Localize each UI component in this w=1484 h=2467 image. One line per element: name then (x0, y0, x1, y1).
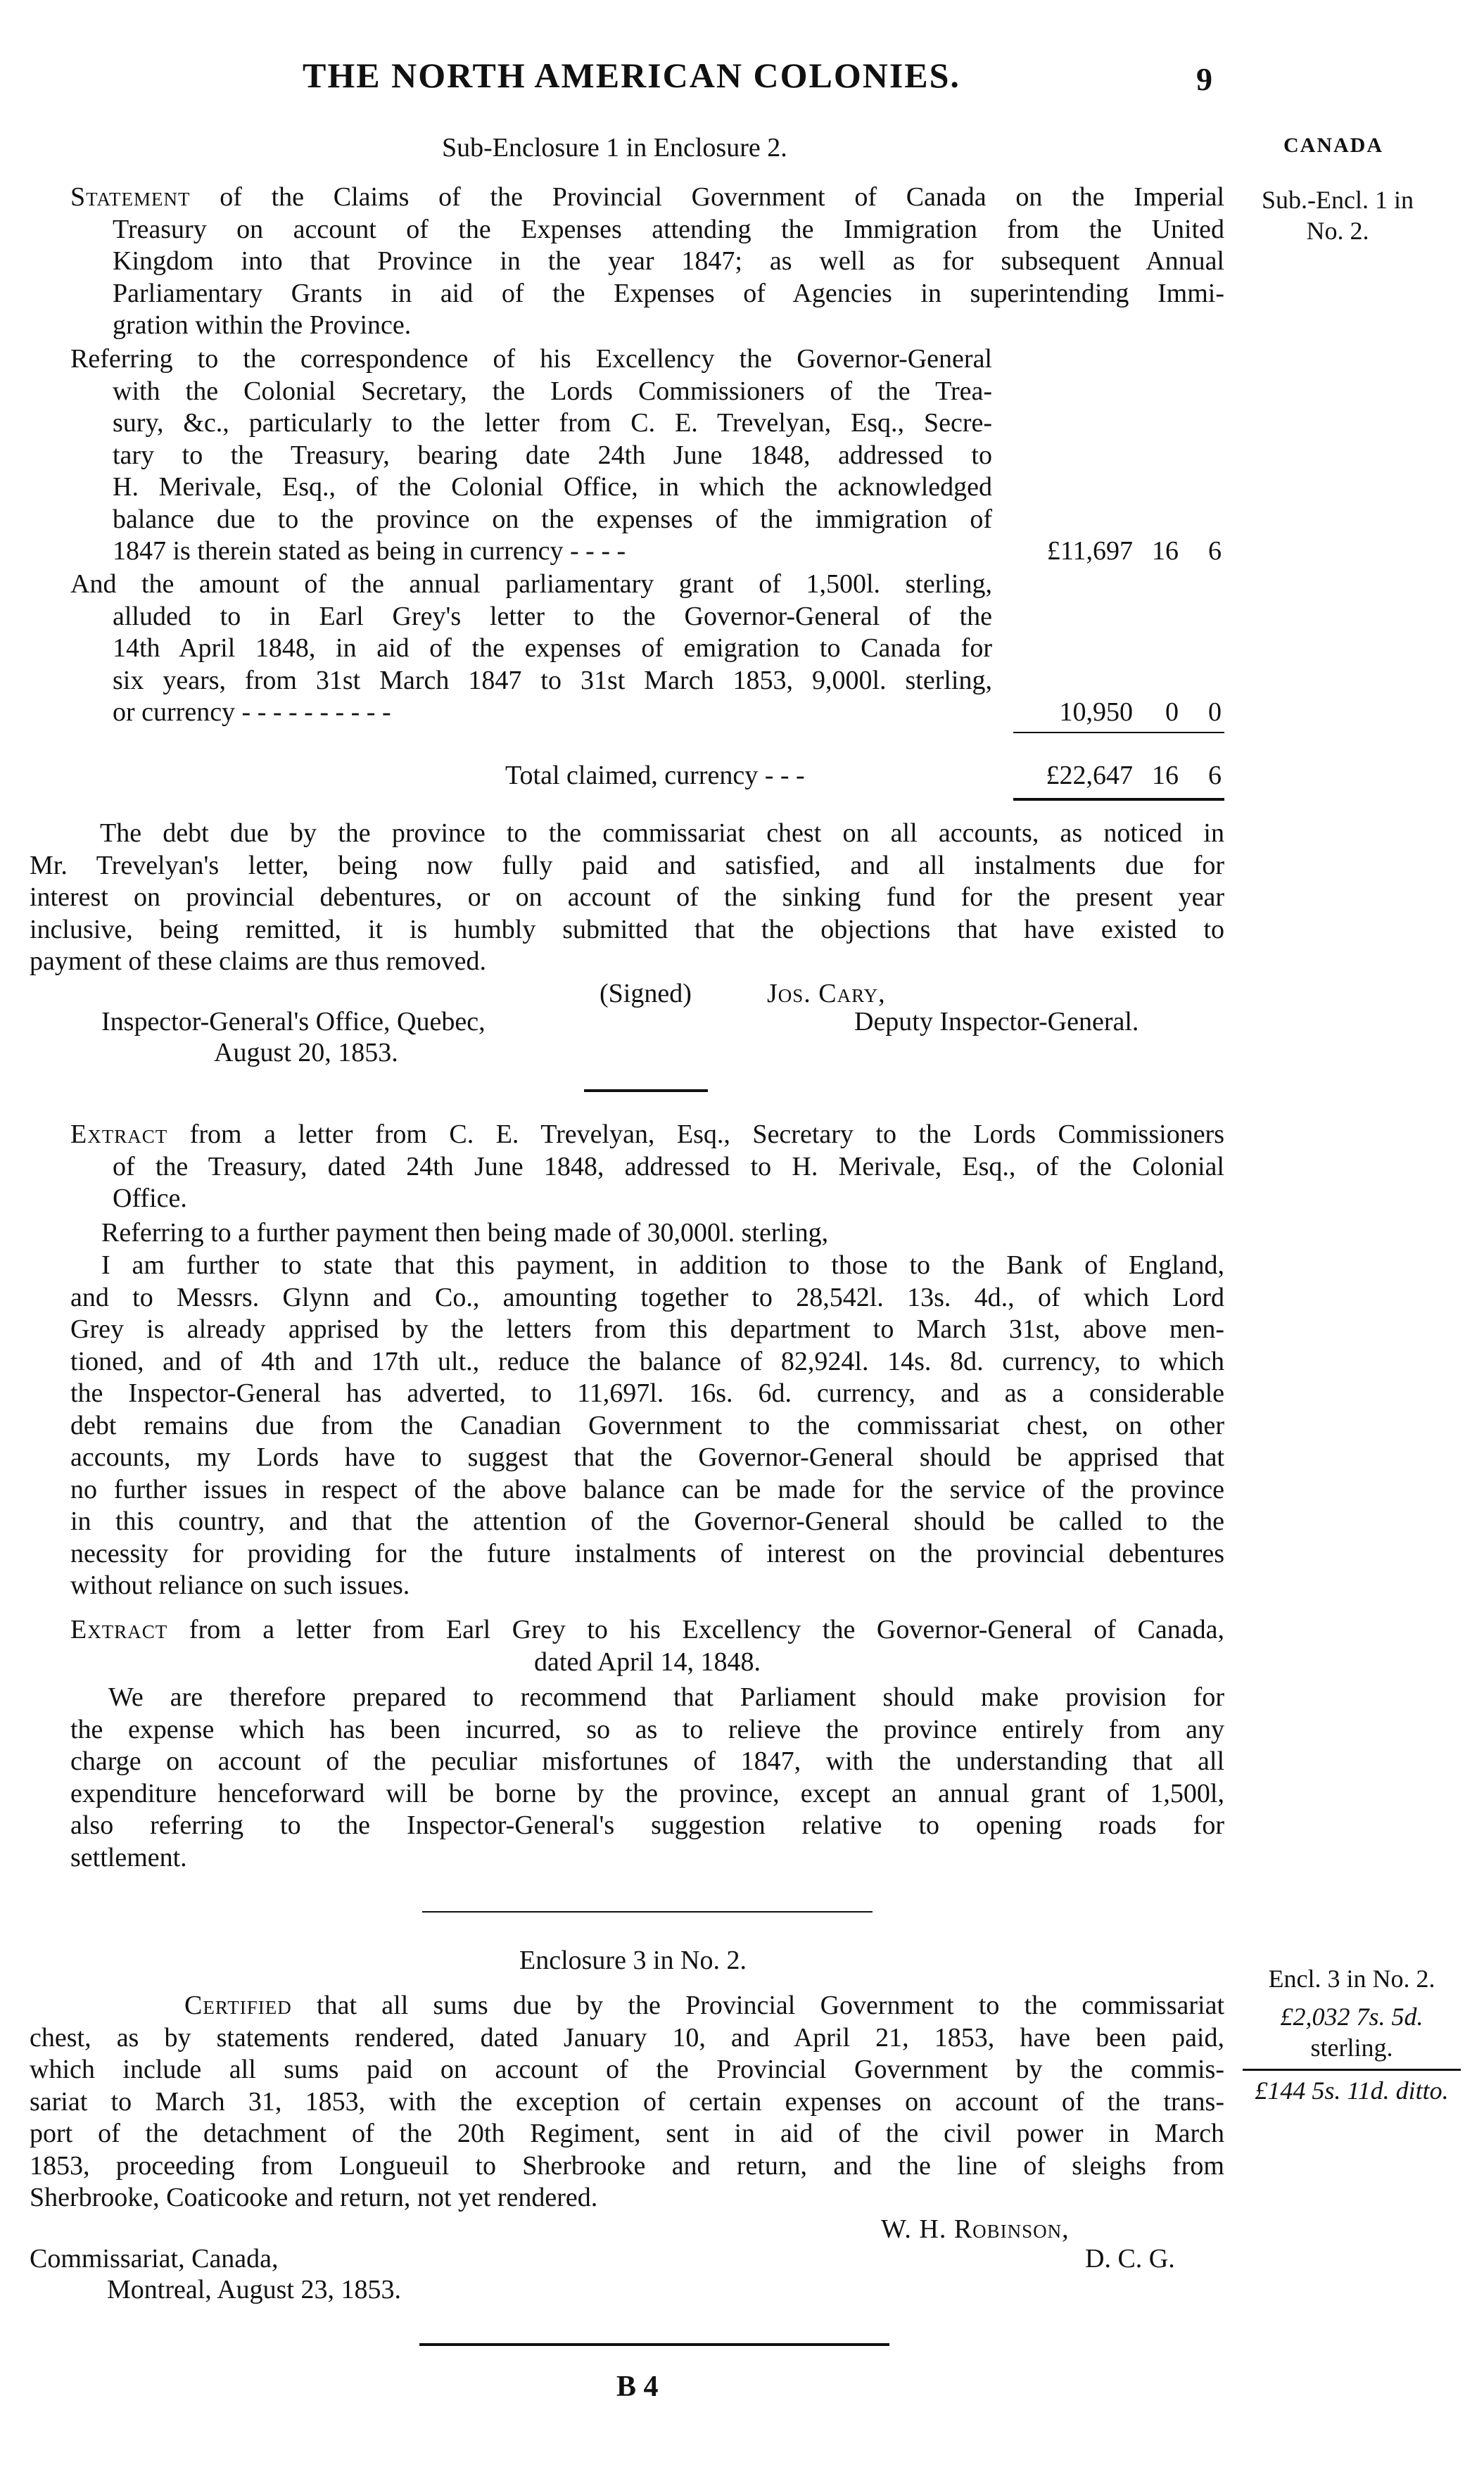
text-line: 1847 is therein stated as being in currency - - - - (113, 536, 626, 566)
text-line: 14th April 1848, in aid of the expenses of emigration to Canada for (113, 633, 992, 663)
text-line: Kingdom into that Province in the year 1847; as well as for subsequent Annual (113, 246, 1224, 276)
signatory-title: D. C. G. (1085, 2244, 1175, 2273)
margin-note-amount-1-unit: sterling. (1310, 2034, 1393, 2062)
total-pence: 6 (1208, 761, 1222, 790)
text-line: no further issues in respect of the above balance can be made for the service of the province (70, 1474, 1224, 1504)
certified-paragraph (30, 1990, 1224, 2214)
signature-mark: B 4 (616, 2371, 659, 2403)
text-line: Referring to the correspondence of his Excellency the Governor-General (70, 344, 992, 374)
signed-note: (Signed) (600, 979, 692, 1008)
text-line: sariat to March 31, 1853, with the exception of certain expenses on account of the trans- (30, 2086, 1224, 2117)
extract-trevelyan-heading (70, 1119, 1224, 1215)
page-number: 9 (1196, 61, 1212, 97)
text-line: debt remains due from the Canadian Government to the commissariat chest, on other (70, 1410, 1224, 1440)
text-line: sury, &c., particularly to the letter from C. E. Trevelyan, Esq., Secre- (113, 408, 992, 438)
margin-note-line: No. 2. (1306, 217, 1369, 245)
debt-paragraph (30, 818, 1224, 978)
text-line: without reliance on such issues. (70, 1571, 410, 1600)
footer-rule (419, 2343, 889, 2346)
text-line: with the Colonial Secretary, the Lords Commissioners of the Trea- (113, 376, 992, 406)
item-1-shillings: 16 (1152, 536, 1179, 566)
signatory-name: W. H. Robinson, (881, 2214, 1070, 2244)
text-line: of the Treasury, dated 24th June 1848, addressed to H. Merivale, Esq., of the Colonial (113, 1151, 1224, 1181)
signatory-office: Commissariat, Canada, (30, 2244, 279, 2273)
text-line: which include all sums paid on account of the Provincial Government by the commis- (30, 2055, 1224, 2084)
total-shillings: 16 (1152, 761, 1179, 790)
extract-trevelyan-body (70, 1250, 1224, 1602)
text-line: from a letter from C. E. Trevelyan, Esq., Secretary to the Lords Commissioners (189, 1120, 1224, 1149)
running-title: THE NORTH AMERICAN COLONIES. (303, 56, 960, 95)
text-line: balance due to the province on the expenses of the immigration of (113, 504, 992, 534)
enclosure-3-heading: Enclosure 3 in No. 2. (519, 1946, 747, 1975)
certified-lead: Certified (184, 1991, 292, 2020)
text-line: Office. (113, 1184, 187, 1213)
extract-lead: Extract (70, 1615, 168, 1644)
statement-lead: Statement (70, 182, 191, 212)
claim-item-2 (70, 569, 992, 729)
text-line: I am further to state that this payment, in addition to those to the Bank of England, (101, 1250, 1224, 1280)
text-line: We are therefore prepared to recommend that Parliament should make provision for (108, 1682, 1224, 1712)
signature-date: August 20, 1853. (214, 1038, 398, 1067)
sub-enclosure-heading: Sub-Enclosure 1 in Enclosure 2. (442, 133, 787, 163)
text-line: that all sums due by the Provincial Government to the commissariat (317, 1991, 1225, 2020)
item-2-pounds: 10,950 (1059, 697, 1133, 727)
text-line: gration within the Province. (113, 310, 412, 340)
text-line: expenditure henceforward will be borne by the province, except an annual grant of 1,500l, (70, 1778, 1224, 1808)
extract-grey-heading (70, 1614, 1224, 1678)
extract-trevelyan-intro: Referring to a further payment then being made of 30,000l. sterling, (101, 1218, 829, 1248)
total-double-rule (1013, 798, 1224, 801)
item-2-pence: 0 (1208, 697, 1222, 727)
text-line: accounts, my Lords have to suggest that the Governor-General should be apprised that (70, 1442, 1224, 1472)
text-line: 1853, proceeding from Longueuil to Sherbrooke and return, and the line of sleighs from (30, 2150, 1224, 2181)
margin-note-encl-3 (1243, 1963, 1461, 2106)
extract-lead: Extract (70, 1120, 168, 1149)
text-line: dated April 14, 1848. (534, 1647, 761, 1677)
text-line: payment of these claims are thus removed. (30, 946, 486, 976)
item-1-pounds: £11,697 (1046, 536, 1133, 566)
text-line: tioned, and of 4th and 17th ult., reduce the balance of 82,924l. 14s. 8d. currency, to which (70, 1346, 1224, 1376)
text-line: or currency - - - - - - - - - - (113, 697, 391, 727)
text-line: And the amount of the annual parliamentary grant of 1,500l. sterling, (70, 569, 992, 599)
text-line: Sherbrooke, Coaticooke and return, not yet rendered. (30, 2183, 598, 2212)
margin-note-line: Sub.-Encl. 1 in (1262, 186, 1414, 214)
text-line: six years, from 31st March 1847 to 31st March 1853, 9,000l. sterling, (113, 665, 992, 695)
section-divider (584, 1089, 708, 1092)
text-line: Mr. Trevelyan's letter, being now fully paid and satisfied, and all instalments due for (30, 850, 1224, 880)
total-pounds: £22,647 (1046, 761, 1133, 790)
text-line: in this country, and that the attention of the Governor-General should be called to the (70, 1507, 1224, 1536)
margin-label-canada: CANADA (1283, 134, 1383, 157)
text-line: chest, as by statements rendered, dated January 10, and April 21, 1853, have been paid, (30, 2022, 1224, 2053)
margin-note-title: Encl. 3 in No. 2. (1268, 1965, 1435, 1993)
item-1-pence: 6 (1208, 536, 1222, 566)
claim-item-1 (70, 343, 992, 568)
text-line: Grey is already apprised by the letters from this department to March 31st, above men- (70, 1314, 1224, 1344)
text-line: settlement. (70, 1842, 187, 1872)
text-line: port of the detachment of the 20th Regiment, sent in aid of the civil power in March (30, 2119, 1224, 2148)
text-line: Treasury on account of the Expenses attending the Immigration from the United (113, 214, 1224, 244)
text-line: inclusive, being remitted, it is humbly submitted that the objections that have existed to (30, 914, 1224, 944)
item-2-shillings: 0 (1165, 697, 1179, 727)
total-label: Total claimed, currency - - - (505, 761, 805, 790)
margin-note-sub-encl (1243, 184, 1433, 246)
text-line: alluded to in Earl Grey's letter to the Governor-General of the (113, 601, 992, 631)
text-line: H. Merivale, Esq., of the Colonial Office, in which the acknowledged (113, 472, 992, 502)
text-line: the expense which has been incurred, so as to relieve the province entirely from any (70, 1714, 1224, 1744)
text-line: and to Messrs. Glynn and Co., amounting together to 28,542l. 13s. 4d., of which Lord (70, 1282, 1224, 1312)
text-line: from a letter from Earl Grey to his Excellency the Governor-General of Canada, (189, 1615, 1224, 1644)
text-line: necessity for providing for the future instalments of interest on the provincial debentures (70, 1538, 1224, 1568)
text-line: charge on account of the peculiar misfortunes of 1847, with the understanding that all (70, 1746, 1224, 1776)
text-line: also referring to the Inspector-General's suggestion relative to opening roads for (70, 1810, 1224, 1840)
signature-date: Montreal, August 23, 1853. (107, 2275, 401, 2304)
text-line: interest on provincial debentures, or on account of the sinking fund for the present year (30, 882, 1224, 912)
signatory-office: Inspector-General's Office, Quebec, (101, 1007, 486, 1036)
section-divider (422, 1911, 873, 1913)
text-line: Parliamentary Grants in aid of the Expenses of Agencies in superintending Immi- (113, 278, 1224, 308)
margin-note-amount-1: £2,032 7s. 5d. (1280, 2003, 1423, 2031)
text-line: The debt due by the province to the commissariat chest on all accounts, as noticed in (100, 818, 1224, 848)
statement-paragraph (70, 182, 1224, 342)
text-line: tary to the Treasury, bearing date 24th June 1848, addressed to (113, 440, 992, 470)
sum-rule (1013, 732, 1224, 733)
signatory-title: Deputy Inspector-General. (854, 1007, 1139, 1036)
margin-note-amount-2: £144 5s. 11d. ditto. (1243, 2069, 1461, 2106)
text-line: the Inspector-General has adverted, to 11,697l. 16s. 6d. currency, and as a considerable (70, 1378, 1224, 1408)
text-line: of the Claims of the Provincial Government of Canada on the Imperial (220, 182, 1225, 212)
signatory-name: Jos. Cary, (767, 979, 886, 1008)
extract-grey-body (70, 1682, 1224, 1874)
